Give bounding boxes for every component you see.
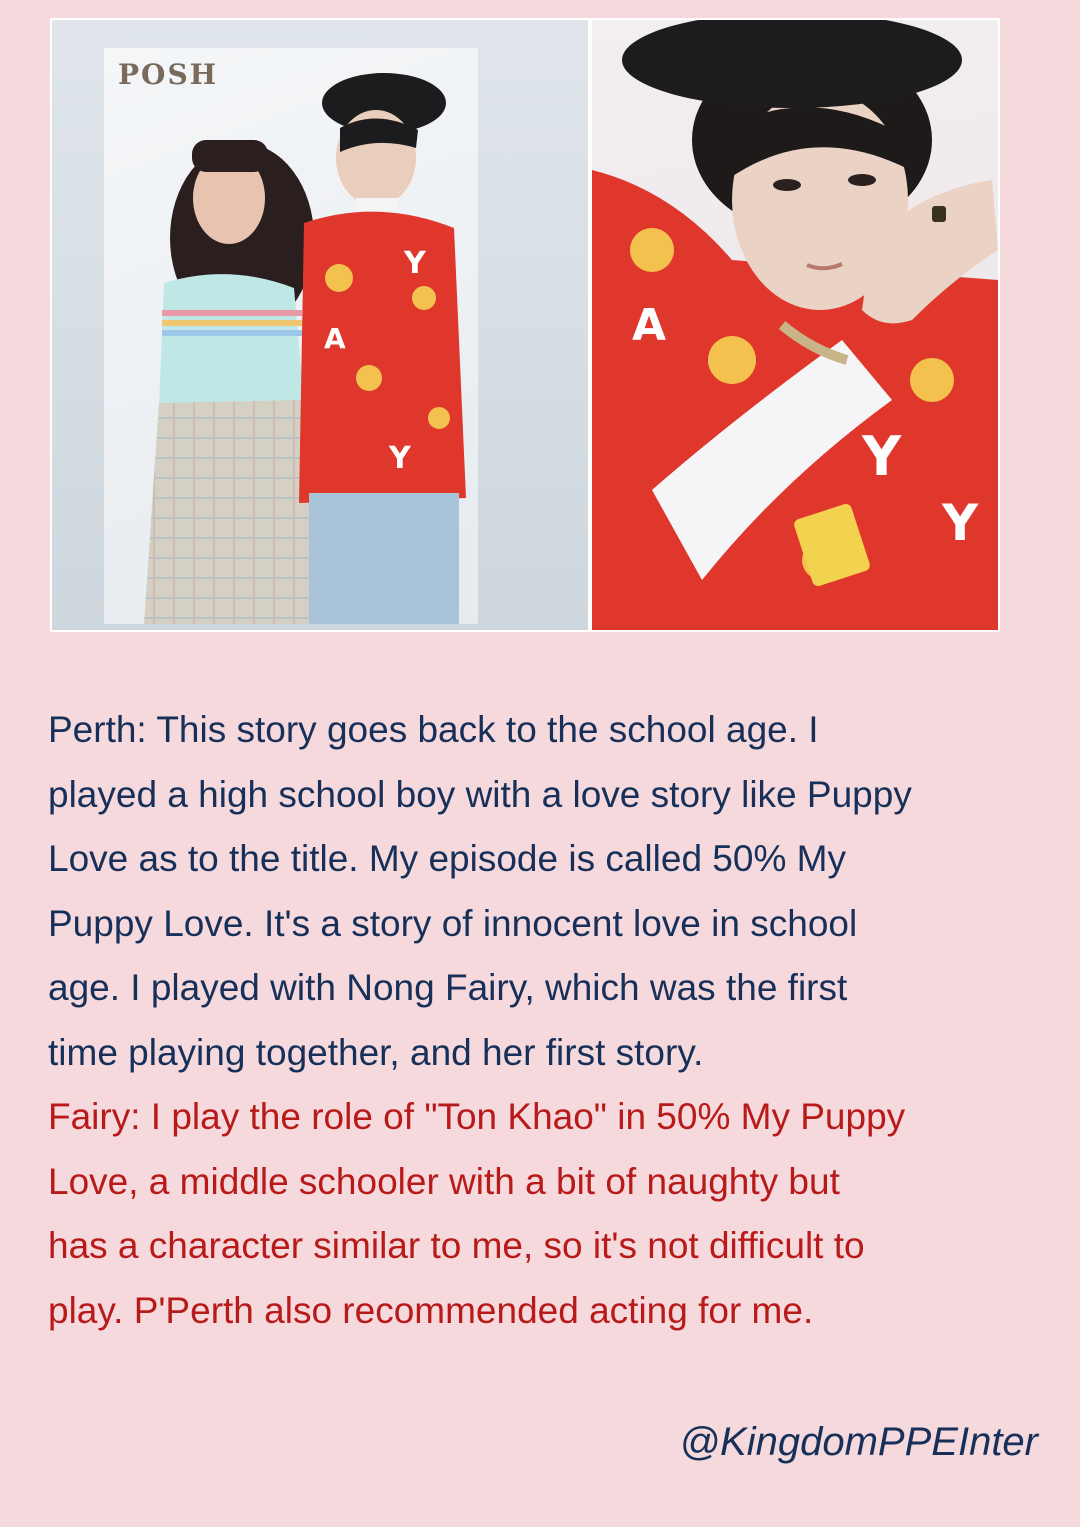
photo-backdrop — [104, 48, 478, 624]
portrait-photo — [592, 20, 998, 630]
woman-bangs — [192, 140, 268, 172]
couple-illustration — [104, 48, 478, 624]
magazine-logo: POSH — [118, 58, 219, 91]
svg-text:Y: Y — [942, 494, 979, 552]
man-shirt — [299, 212, 466, 503]
svg-text:Y: Y — [389, 441, 411, 476]
man-jeans — [309, 493, 459, 624]
twitter-handle: @KingdomPPEInter — [679, 1420, 1038, 1464]
fairy-paragraph: Fairy: I play the role of "Ton Khao" in 50% My Puppy Love, a middle schooler with a bit of naughty but has a character similar to me, so it's not difficult to play. P'Perth also recommended acting for me. — [48, 1096, 906, 1331]
portrait-illustration — [592, 20, 998, 630]
woman-sweater — [159, 274, 304, 408]
svg-text:Y: Y — [404, 246, 426, 281]
couple-photo — [52, 20, 588, 630]
article-text — [48, 698, 1038, 1343]
svg-text:A: A — [324, 322, 346, 355]
svg-text:Y: Y — [862, 425, 902, 488]
photo-strip — [50, 18, 1000, 632]
perth-paragraph: Perth: This story goes back to the school age. I played a high school boy with a love story like Puppy Love as to the title. My episode is called 50% My Puppy Love. It's a story of innocent love in school age. I played with Nong Fairy, which was the first time playing together, and her first story. — [48, 709, 912, 1073]
svg-text:A: A — [632, 300, 667, 351]
